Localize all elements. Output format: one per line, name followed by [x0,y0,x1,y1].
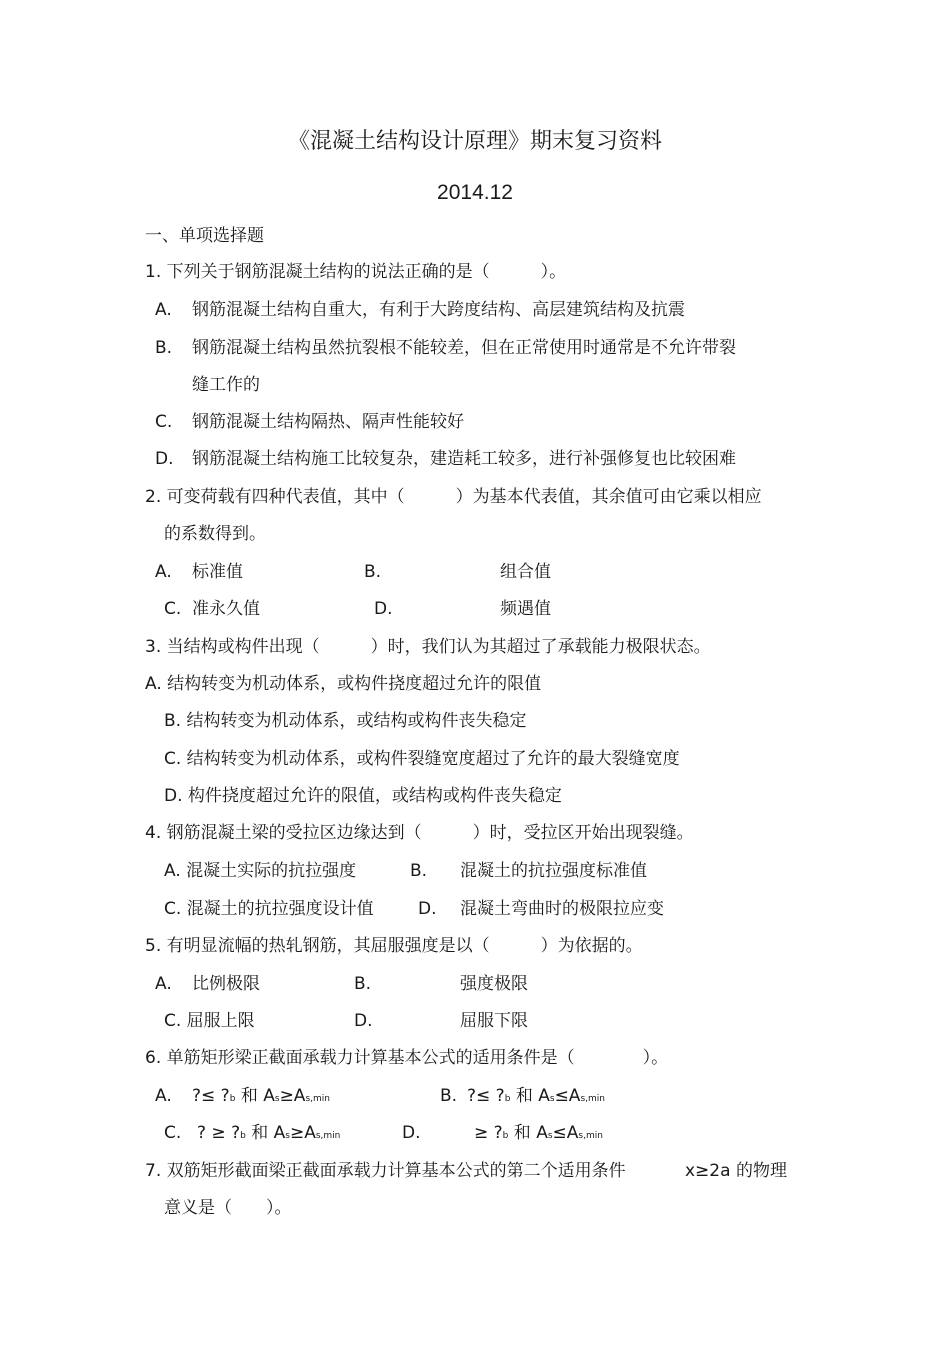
question-3-option-c: C. 结构转变为机动体系，或构件裂缝宽度超过了允许的最大裂缝宽度 [164,749,680,769]
question-2-option-b-text: 组合值 [500,562,551,582]
question-2-option-b-letter: B. [364,562,382,582]
question-2-option-d-text: 频遇值 [500,599,551,619]
question-4-stem: 4. 钢筋混凝土梁的受拉区边缘达到（ ）时，受拉区开始出现裂缝。 [145,823,694,843]
question-2-option-d-letter: D. [374,599,393,619]
document-title: 《混凝土结构设计原理》期末复习资料 [287,129,662,154]
question-6-option-a-letter: A. [155,1086,172,1106]
question-3-stem: 3. 当结构或构件出现（ ）时，我们认为其超过了承载能力极限状态。 [145,637,711,657]
question-2-stem: 2. 可变荷载有四种代表值，其中（ ）为基本代表值，其余值可由它乘以相应 [145,487,762,507]
question-6-option-b-letter: B. [440,1086,458,1106]
question-1-stem: 1. 下列关于钢筋混凝土结构的说法正确的是（ ）。 [145,262,567,282]
question-5-option-d-letter: D. [354,1011,373,1031]
question-1-option-b-text: 钢筋混凝土结构虽然抗裂根不能较差，但在正常使用时通常是不允许带裂 [192,338,736,358]
question-4-option-d-text: 混凝土弯曲时的极限拉应变 [460,899,664,919]
question-1-option-c-letter: C. [155,412,173,432]
question-5-option-c: C. 屈服上限 [164,1011,255,1031]
question-5-option-d-text: 屈服下限 [460,1011,528,1031]
question-6-option-d-formula: ≥ ?b 和 As≤As,min [474,1123,603,1143]
question-4-option-b-text: 混凝土的抗拉强度标准值 [460,861,647,881]
question-5-option-b-text: 强度极限 [460,974,528,994]
question-1-option-b-text-continued: 缝工作的 [192,375,260,395]
question-6-option-c-formula: ? ≥ ?b 和 As≥As,min [197,1123,341,1143]
question-2-option-c-letter: C. [164,599,182,619]
question-4-option-b-letter: B. [410,861,428,881]
question-7-stem-continued: 意义是（ ）。 [164,1198,292,1218]
question-2-option-a-letter: A. [155,562,172,582]
question-6-stem: 6. 单筋矩形梁正截面承载力计算基本公式的适用条件是（ ）。 [145,1048,669,1068]
question-1-option-a-letter: A. [155,300,172,320]
question-4-option-d-letter: D. [418,899,437,919]
document-date: 2014.12 [437,181,513,204]
question-1-option-b-letter: B. [155,338,173,358]
question-2-stem-continued: 的系数得到。 [164,524,266,544]
question-6-option-a-formula: ?≤ ?b 和 As≥As,min [192,1086,330,1106]
question-3-option-a: A. 结构转变为机动体系，或构件挠度超过允许的限值 [145,674,542,694]
question-5-option-b-letter: B. [354,974,372,994]
question-4-option-c: C. 混凝土的抗拉强度设计值 [164,899,374,919]
question-2-option-a-text: 标准值 [192,562,243,582]
question-1-option-d-letter: D. [155,449,174,469]
question-6-option-d-letter: D. [402,1123,421,1143]
question-1-option-d-text: 钢筋混凝土结构施工比较复杂，建造耗工较多，进行补强修复也比较困难 [192,449,736,469]
question-1-option-a-text: 钢筋混凝土结构自重大，有利于大跨度结构、高层建筑结构及抗震 [192,300,685,320]
question-7-condition: x≥2a 的物理 [685,1161,787,1181]
question-6-option-c-letter: C. [164,1123,182,1143]
section-heading: 一、单项选择题 [145,226,264,246]
question-5-option-a-letter: A. [155,974,172,994]
question-5-option-a-text: 比例极限 [192,974,260,994]
question-5-stem: 5. 有明显流幅的热轧钢筋，其屈服强度是以（ ）为依据的。 [145,936,643,956]
question-3-option-b: B. 结构转变为机动体系，或结构或构件丧失稳定 [164,711,527,731]
question-4-option-a: A. 混凝土实际的抗拉强度 [164,861,357,881]
question-1-option-c-text: 钢筋混凝土结构隔热、隔声性能较好 [192,412,464,432]
question-7-stem: 7. 双筋矩形截面梁正截面承载力计算基本公式的第二个适用条件 [145,1161,626,1181]
question-2-option-c-text: 准永久值 [192,599,260,619]
question-3-option-d: D. 构件挠度超过允许的限值，或结构或构件丧失稳定 [164,786,562,806]
question-6-option-b-formula: ?≤ ?b 和 As≤As,min [467,1086,605,1106]
